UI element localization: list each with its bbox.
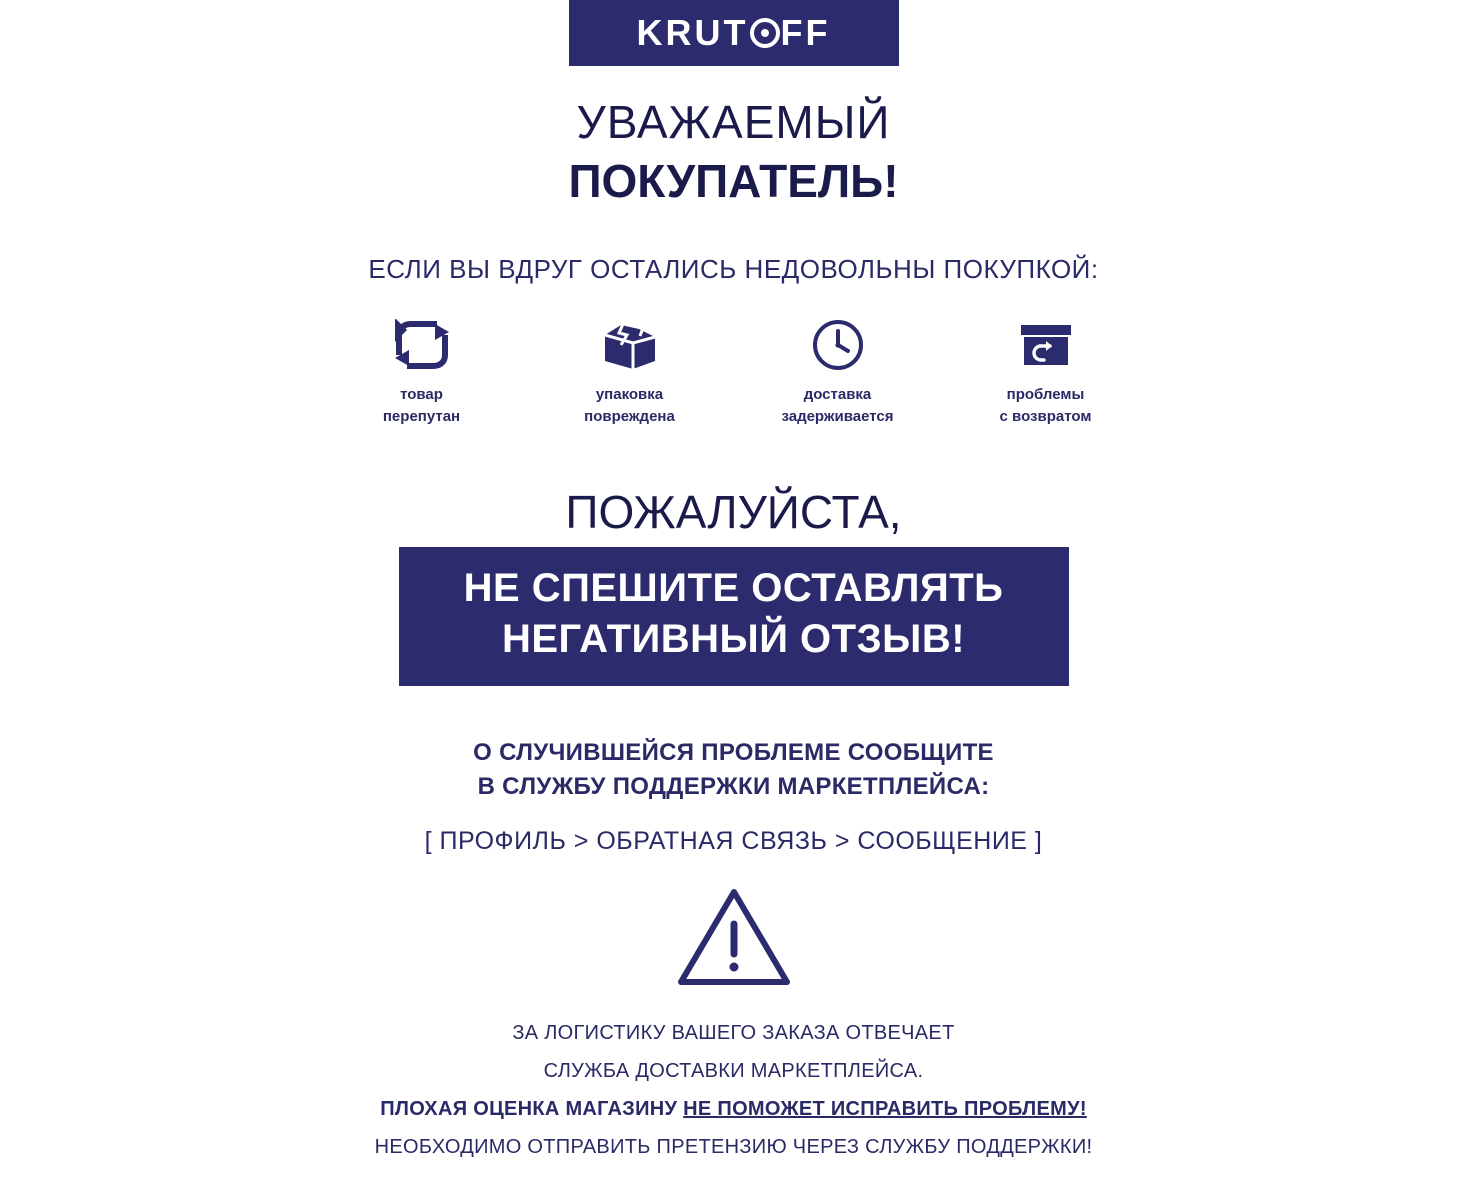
page-title-line-1: УВАЖАЕМЫЙ xyxy=(576,96,891,148)
banner-line-2: НЕГАТИВНЫЙ ОТЗЫВ! xyxy=(501,617,966,662)
footer-line-3 xyxy=(375,1090,1093,1128)
clock-icon xyxy=(811,319,865,371)
damaged-box-icon xyxy=(599,319,661,371)
reason-caption-line-1: проблемы xyxy=(1006,385,1085,403)
reason-item-caption xyxy=(1000,384,1092,428)
warning-block xyxy=(674,884,794,988)
brand-logo-text-left: KRUT xyxy=(636,12,749,53)
support-path-breadcrumb: [ ПРОФИЛЬ > ОБРАТНАЯ СВЯЗЬ > СООБЩЕНИЕ ] xyxy=(424,827,1043,856)
swap-arrows-icon xyxy=(391,319,453,371)
no-negative-review-banner xyxy=(399,547,1069,685)
please-text: ПОЖАЛУЙСТА, xyxy=(565,486,902,539)
page-title-line-2: ПОКУПАТЕЛЬ! xyxy=(568,154,899,207)
support-instructions xyxy=(425,736,1043,857)
brand-logo-text xyxy=(637,12,831,54)
support-line-2: В СЛУЖБУ ПОДДЕРЖКИ МАРКЕТПЛЕЙСА: xyxy=(477,773,990,801)
ring-dot-o-icon xyxy=(750,18,780,48)
return-box-icon xyxy=(1017,319,1075,371)
reason-caption-line-1: доставка xyxy=(803,385,872,403)
banner-line-1: НЕ СПЕШИТЕ ОСТАВЛЯТЬ xyxy=(463,566,1004,611)
reason-caption-line-2: с возвратом xyxy=(999,407,1092,425)
footer-line-4: НЕОБХОДИМО ОТПРАВИТЬ ПРЕТЕНЗИЮ ЧЕРЕЗ СЛУЖБУ ПОДДЕРЖКИ! xyxy=(374,1136,1093,1159)
footer-line-2: СЛУЖБА ДОСТАВКИ МАРКЕТПЛЕЙСА. xyxy=(543,1060,924,1083)
support-line-1: О СЛУЧИВШЕЙСЯ ПРОБЛЕМЕ СООБЩИТЕ xyxy=(473,738,994,766)
reason-item-damaged-package xyxy=(565,319,695,428)
reason-item-caption xyxy=(781,384,893,428)
reason-item-caption xyxy=(584,384,675,428)
reason-caption-line-2: задерживается xyxy=(781,407,894,425)
reason-caption-line-1: упаковка xyxy=(595,385,664,403)
reason-caption-line-2: повреждена xyxy=(584,407,675,425)
footer-line-3-emphasis: НЕ ПОМОЖЕТ ИСПРАВИТЬ ПРОБЛЕМУ! xyxy=(683,1098,1087,1121)
footer-line-3-prefix: ПЛОХАЯ ОЦЕНКА МАГАЗИНУ xyxy=(380,1098,684,1121)
footer-notes xyxy=(375,1014,1093,1166)
reason-caption-line-2: перепутан xyxy=(382,407,461,425)
footer-line-1: ЗА ЛОГИСТИКУ ВАШЕГО ЗАКАЗА ОТВЕЧАЕТ xyxy=(512,1022,955,1045)
reason-item-mixed-up xyxy=(357,319,487,428)
brand-logo-text-right: FF xyxy=(780,12,831,53)
brand-logo xyxy=(569,0,899,66)
reason-item-return-problem xyxy=(981,319,1111,428)
warning-triangle-icon xyxy=(674,884,794,988)
reason-caption-line-1: товар xyxy=(400,385,443,403)
intro-text: ЕСЛИ ВЫ ВДРУГ ОСТАЛИСЬ НЕДОВОЛЬНЫ ПОКУПКОЙ: xyxy=(368,253,1099,284)
reasons-list xyxy=(357,319,1111,428)
reason-item-delayed-delivery xyxy=(773,319,903,428)
reason-item-caption xyxy=(383,384,460,428)
